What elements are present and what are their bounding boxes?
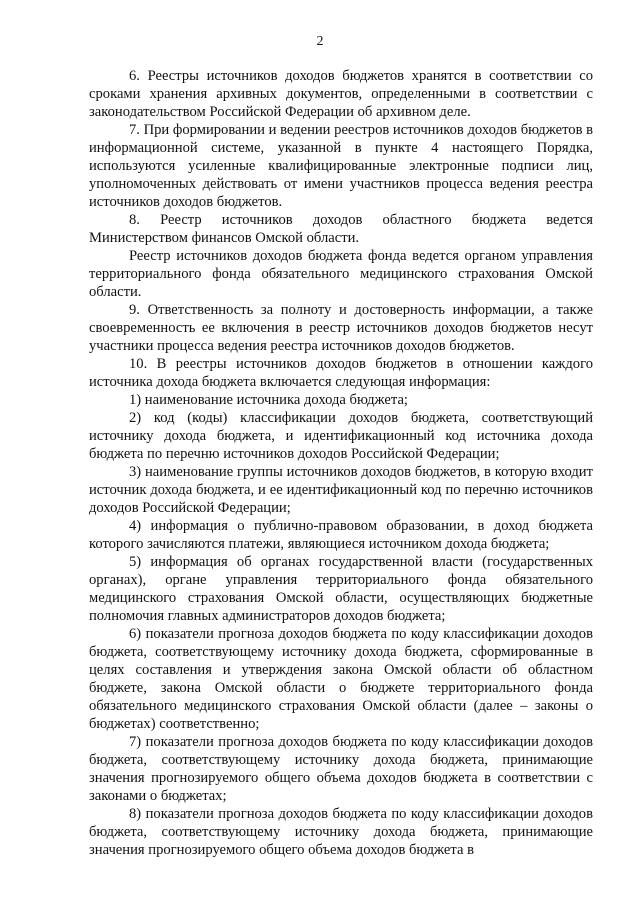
paragraph-item-10: 10. В реестры источников доходов бюджетов в отношении каждого источника дохода бюджета включается следующая информация: [89,356,593,390]
list-item-5: 5) информация об органах государственной власти (государственных органах), органе управления территориального фонда обязательного медицинского страхования Омской области, осуществляющих бюджетные полномочия главных администраторов доходов бюджета; [89,554,593,624]
page-number: 2 [316,34,324,49]
list-item-1: 1) наименование источника дохода бюджета; [129,392,408,408]
list-item-2: 2) код (коды) классификации доходов бюджета, соответствующий источнику дохода бюджета, и идентификационный код источника дохода бюджета по перечню источников доходов Российской Федерации; [89,410,593,462]
list-item-7: 7) показатели прогноза доходов бюджета по коду классификации доходов бюджета, соответствующему источнику дохода бюджета, принимающие значения прогнозируемого общего объема доходов бюджета в соответствии с законами о бюджетах; [89,734,593,804]
list-item-6: 6) показатели прогноза доходов бюджета по коду классификации доходов бюджета, соответствующему источнику дохода бюджета, сформированные в целях составления и утверждения закона Омской области об областном бюджете, закона Омской области о бюджете территориального фонда обязательного медицинского страхования Омской области (далее – законы о бюджетах) соответственно; [89,626,593,732]
paragraph-item-8: 8. Реестр источников доходов областного бюджета ведется Министерством финансов Омской области. [89,212,593,246]
list-item-3: 3) наименование группы источников доходов бюджетов, в которую входит источник дохода бюджета, и ее идентификационный код по перечню источников доходов Российской Федерации; [89,464,593,516]
document-body [89,67,593,859]
paragraph-item-6: 6. Реестры источников доходов бюджетов хранятся в соответствии со сроками хранения архивных документов, определенными в соответствии с законодательством Российской Федерации об архивном деле. [89,68,593,120]
list-item-4: 4) информация о публично-правовом образовании, в доход бюджета которого зачисляются платежи, являющиеся источником дохода бюджета; [89,518,593,552]
paragraph-item-7: 7. При формировании и ведении реестров источников доходов бюджетов в информационной системе, указанной в пункте 4 настоящего Порядка, используются усиленные квалифицированные электронные подписи лиц, уполномоченных действовать от имени участников процесса ведения реестра источников доходов бюджетов. [89,122,593,210]
paragraph-fund-registry: Реестр источников доходов бюджета фонда ведется органом управления территориального фонда обязательного медицинского страхования Омской области. [89,248,593,300]
paragraph-item-9: 9. Ответственность за полноту и достоверность информации, а также своевременность ее включения в реестр источников доходов бюджетов несут участники процесса ведения реестра источников доходов бюджетов. [89,302,593,354]
list-item-8: 8) показатели прогноза доходов бюджета по коду классификации доходов бюджета, соответствующему источнику дохода бюджета, принимающие значения прогнозируемого общего объема доходов бюджета в [89,806,593,858]
